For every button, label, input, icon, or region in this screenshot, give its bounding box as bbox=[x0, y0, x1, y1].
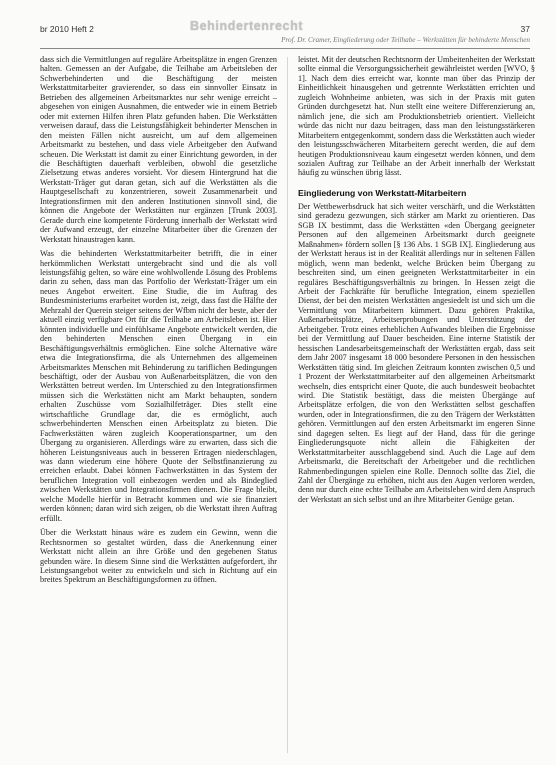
running-header bbox=[40, 20, 530, 49]
body-paragraph: leistet. Mit der deutschen Rechtsnorm der Umbeitenheiten der Werkstatt sollte einmal die Versorgungssicherheit gewährleistet werden [WVO, § 1]. Nach dem dies erreicht war, konnte man über das Prinzip der Einheitlichkeit hinausgehen und getrennte Werkstätten errichten und zugleich Wohnheime anbieten, was sich in der Praxis mit guten Gründen durchgesetzt hat. Nun stellt eine weitere Differenzierung an, nämlich jene, die sich am Produktionsbetrieb orientiert. Vielleicht würde das nicht nur dazu beitragen, dass man den leistungsstärkeren Mitarbeitern entgegenkommt, sondern dass die Werkstätten auch wieder den leistungsschwächeren Mitarbeitern gerecht werden, die auf dem heutigen Produktionsniveau kaum eingesetzt werden können, und dem sozialen Auftrag zur Teilhabe an der Arbeit innerhalb der Werkstatt häufig zu wünschen übrig lässt. bbox=[298, 55, 535, 178]
article-running-title: Prof. Dr. Cramer, Eingliederung oder Teilhabe – Werkstätten für behinderte Menschen bbox=[281, 36, 530, 44]
right-text-column bbox=[298, 55, 535, 755]
body-paragraph: dass sich die Vermittlungen auf reguläre Arbeitsplätze in engen Grenzen halten. Gemessen an der Aufgabe, die Teilhabe am Arbeitsleben der Schwerbehinderten und die Beschäftigung der meisten Werkstattmitarbeiter gravierender, so dass ein sinnvoller Einsatz in Betrieben des allgemeinen Arbeitsmarktes nur sehr wenige erreicht – abgesehen von einigen Ausnahmen, die entweder wie in einem Betrieb oder mit externen Hilfen ihren Platz gefunden haben. Die Werkstätten verweisen darauf, dass die Leistungsfähigkeit behinderter Menschen in den meisten Fällen nicht ausreicht, um auf dem allgemeinen Arbeitsmarkt zu bestehen, und dass viele Arbeitgeber den Aufwand scheuen. Die Werkstatt ist damit zu einer Einrichtung geworden, in der die Beschäftigten dauerhaft verbleiben, obwohl die gesetzliche Zielsetzung etwas anderes vorsieht. Vor diesem Hintergrund hat die Werkstatt-Träger gut daran getan, sich auf die Werkstätten als die Hauptgesellschaft zu konzentrieren, soweit Zusammenarbeit und Integrationsfirmen mit den anderen Institutionen sinnvoll sind, die können die Angebote der Werkstätten nur ergänzen [Trunk 2003]. Gerade durch eine kompetente Förderung innerhalb der Werkstatt wird der Aufwand erzeugt, der einzelne Mitarbeiter über die Grenzen der Werkstatt hinaustragen kann. bbox=[40, 55, 277, 244]
journal-title: Behindertenrecht bbox=[190, 19, 304, 33]
left-text-column bbox=[40, 55, 277, 755]
page-number: 37 bbox=[520, 24, 530, 34]
column-divider bbox=[287, 57, 288, 753]
body-paragraph: Der Wettbewerbsdruck hat sich weiter verschärft, und die Werkstätten sind geradezu gezwungen, sich stärker am Markt zu orientieren. Das SGB IX bestimmt, dass die Werkstätten «den Übergang geeigneter Personen auf den allgemeinen Arbeitsmarkt durch geeignete Maßnahmen» fördern sollen [§ 136 Abs. 1 SGB IX]. Eingliederung aus der Werkstatt heraus ist in der Realität allerdings nur in seltenen Fällen möglich, wenn man bedenkt, welche Brücken beim Übergang zu beschreiten sind, um einen geeigneten Werkstattmitarbeiter in ein reguläres Beschäftigungsverhältnis zu bringen. In Hessen zeigt die Arbeit der Fachkräfte für berufliche Integration, einem speziellen Dienst, der bei den meisten Werkstätten angesiedelt ist und sich um die Vermittlung von Mitarbeitern kümmert. Dazu gehören Praktika, Außenarbeitsplätze, Arbeitserprobungen und Unterstützung der Arbeitgeber. Trotz eines erheblichen Aufwandes bleiben die Ergebnisse bei der Vermittlung auf Dauer bescheiden. Eine interne Statistik der hessischen Landesarbeitsgemeinschaft der Werkstätten ergab, dass seit dem Jahr 2007 insgesamt 18 000 besondere Personen in den hessischen Werkstätten tätig sind. Im gleichen Zeitraum konnten zwischen 0,5 und 1 Prozent der Werkstattmitarbeiter auf den allgemeinen Arbeitsmarkt wechseln, dies entspricht einer Quote, die auch bundesweit beobachtet wird. Die Statistik bestätigt, dass die meisten Übergänge auf Arbeitsplätze erfolgen, die von den Werkstätten selbst geschaffen wurden, oder in Integrationsfirmen, die zu den Trägern der Werkstätten gehören. Vermittlungen auf den ersten Arbeitsmarkt im engeren Sinne sind dagegen selten. Es liegt auf der Hand, dass für die geringe Eingliederungsquote nicht allein die Fähigkeiten der Werkstattmitarbeiter ausschlaggebend sind. Auch die Lage auf dem Arbeitsmarkt, die Bereitschaft der Arbeitgeber und die rechtlichen Rahmenbedingungen spielen eine Rolle. Dennoch sollte das Ziel, die Zahl der Übergänge zu erhöhen, nicht aus den Augen verloren werden, denn nur durch eine echte Teilhabe am Arbeitsleben wird dem Anspruch der Werkstatt an sich selbst und an ihre Mitarbeiter Genüge getan. bbox=[298, 201, 535, 504]
issue-label: br 2010 Heft 2 bbox=[40, 24, 94, 34]
body-paragraph: Was die behinderten Werkstattmitarbeiter betrifft, die in einer herkömmlichen Werkstatt untergebracht sind und die als voll leistungsfähig gelten, so wäre eine wohlwollende Lösung des Problems darin zu sehen, dass man das Portfolio der Werkstatt-Träger um ein neues Angebot erweitert. Eine Studie, die im Auftrag des Bundesministeriums erarbeitet worden ist, zeigt, dass fast die Hälfte der Mehrzahl der Querein steiger seitens der Wfbm nicht der beste, aber der aktuell einzig verfügbare Ort für die Teilhabe am Arbeitsleben ist. Hier könnten individuelle und einfühlsame Angebote entwickelt werden, die den behinderten Menschen einen Übergang in ein Beschäftigungsverhältnis ermöglichen. Eine solche Alternative wäre etwa die Integrationsfirma, die als Unternehmen des allgemeinen Arbeitsmarktes Menschen mit Behinderung zu tariflichen Bedingungen beschäftigt, oder der Ausbau von Außenarbeitsplätzen, die von den Werkstätten betreut werden. Im Unterschied zu den Integrationsfirmen müssen sich die Werkstätten nicht am Markt behaupten, sondern erhalten Zuschüsse vom Sozialhilfeträger. Dies stellt eine wirtschaftliche Grundlage dar, die es ermöglicht, auch schwerbehinderten Menschen einen Arbeitsplatz zu bieten. Die Fachwerkstätten wären zugleich Kooperationspartner, um den Übergang zu organisieren. Allerdings wäre zu erwarten, dass sich die höheren Leistungsniveaus auch in besseren Ertragen niederschlagen, was dann wiederum eine höhere Quote der Selbstfinanzierung zu erreichen erlaubt. Dabei können Fachwerkstätten in das System der beruflichen Integration voll einbezogen werden und als Bindeglied zwischen Werkstätten und Integrationsfirmen dienen. Die Frage bleibt, welche Modelle hierfür in Betracht kommen und wie sie finanziert werden können; daran wird sich zeigen, ob die Werkstatt ihren Auftrag erfüllt. bbox=[40, 249, 277, 523]
section-heading: Eingliederung von Werkstatt-Mitarbeitern bbox=[298, 187, 467, 198]
body-paragraph: Über die Werkstatt hinaus wäre es zudem ein Gewinn, wenn die Rechtsnormen so gestaltet würden, dass die Anerkennung einer Werkstatt nicht allein an ihre Größe und den gegebenen Status gebunden wäre. In diesem Sinne sind die Werkstätten aufgefordert, ihr Leistungsangebot weiter zu entwickeln und sich in Richtung auf ein breites Spektrum an Beschäftigungsformen zu öffnen. bbox=[40, 528, 277, 585]
